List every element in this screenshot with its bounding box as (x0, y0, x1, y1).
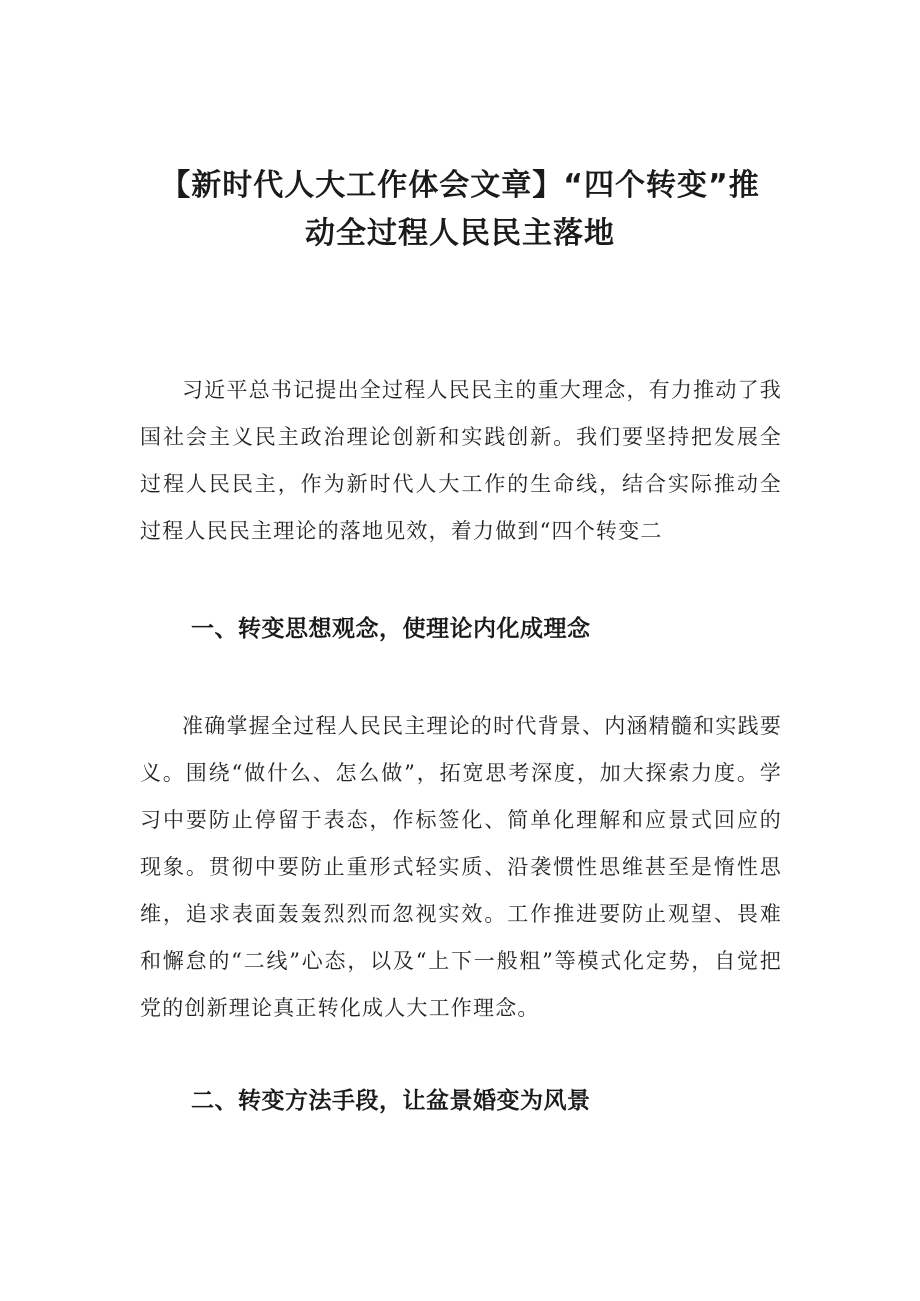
section-heading-1: 一、转变思想观念，使理论内化成理念 (191, 616, 591, 642)
document-title-line-2: 动全过程人民民主落地 (305, 216, 615, 251)
section-heading-2: 二、转变方法手段，让盆景婚变为风景 (191, 1088, 591, 1114)
intro-paragraph: 习近平总书记提出全过程人民民主的重大理念，有力推动了我国社会主义民主政治理论创新和实践创新。我们要坚持把发展全过程人民民主，作为新时代人大工作的生命线，结合实际推动全过程人民民主理论的落地见效，着力做到“四个转变二 (140, 378, 782, 543)
document-title-line-1: 【新时代人大工作体会文章】“四个转变”推 (160, 168, 760, 203)
section-1-paragraph: 准确掌握全过程人民民主理论的时代背景、内涵精髓和实践要义。围绕“做什么、怎么做”，拓宽思考深度，加大探索力度。学习中要防止停留于表态，作标签化、简单化理解和应景式回应的现象。贯彻中要防止重形式轻实质、沿袭惯性思维甚至是惰性思维，追求表面轰轰烈烈而忽视实效。工作推进要防止观望、畏难和懈怠的“二线”心态，以及“上下一般粗”等模式化定势，自觉把党的创新理论真正转化成人大工作理念。 (140, 714, 782, 1020)
